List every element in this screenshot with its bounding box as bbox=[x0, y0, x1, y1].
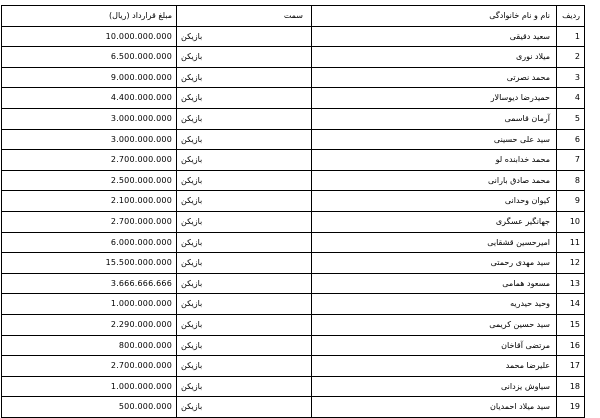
role-cell: بازیکن bbox=[177, 335, 312, 356]
role-cell: بازیکن bbox=[177, 26, 312, 47]
player-name-cell: سید میلاد احمدیان bbox=[312, 397, 557, 418]
player-name-cell: سید مهدی رحمتی bbox=[312, 253, 557, 274]
contract-amount-cell: 3.666.666.666 bbox=[2, 273, 177, 294]
player-name-cell: آرمان قاسمی bbox=[312, 108, 557, 129]
table-row bbox=[2, 232, 585, 253]
row-number-cell: 6 bbox=[557, 129, 585, 150]
contracts-table bbox=[1, 5, 585, 418]
contract-amount-cell: 2.700.000.000 bbox=[2, 356, 177, 377]
row-number-cell: 13 bbox=[557, 273, 585, 294]
player-name-cell: امیرحسین قشقایی bbox=[312, 232, 557, 253]
row-number-cell: 11 bbox=[557, 232, 585, 253]
contract-amount-cell: 1.000.000.000 bbox=[2, 376, 177, 397]
table-row bbox=[2, 253, 585, 274]
player-name-cell: محمد صادق بارانی bbox=[312, 170, 557, 191]
player-name-cell: میلاد نوری bbox=[312, 47, 557, 68]
table-row bbox=[2, 397, 585, 418]
role-cell: بازیکن bbox=[177, 232, 312, 253]
row-number-cell: 1 bbox=[557, 26, 585, 47]
table-row bbox=[2, 211, 585, 232]
player-name-cell: کیوان وحدانی bbox=[312, 191, 557, 212]
row-number-cell: 2 bbox=[557, 47, 585, 68]
table-row bbox=[2, 191, 585, 212]
table-row bbox=[2, 273, 585, 294]
header-name: نام و نام خانوادگی bbox=[312, 6, 557, 27]
table-row bbox=[2, 150, 585, 171]
role-cell: بازیکن bbox=[177, 88, 312, 109]
contract-amount-cell: 6.000.000.000 bbox=[2, 232, 177, 253]
contract-amount-cell: 3.000.000.000 bbox=[2, 108, 177, 129]
table-row bbox=[2, 129, 585, 150]
role-cell: بازیکن bbox=[177, 211, 312, 232]
contract-amount-cell: 500.000.000 bbox=[2, 397, 177, 418]
row-number-cell: 9 bbox=[557, 191, 585, 212]
table-row bbox=[2, 88, 585, 109]
player-name-cell: حمیدرضا دیوسالار bbox=[312, 88, 557, 109]
row-number-cell: 7 bbox=[557, 150, 585, 171]
header-amount: مبلغ قرارداد (ریال) bbox=[2, 6, 177, 27]
table-row bbox=[2, 376, 585, 397]
table-row bbox=[2, 47, 585, 68]
contract-amount-cell: 2.500.000.000 bbox=[2, 170, 177, 191]
contract-amount-cell: 2.700.000.000 bbox=[2, 150, 177, 171]
player-name-cell: علیرضا محمد bbox=[312, 356, 557, 377]
row-number-cell: 16 bbox=[557, 335, 585, 356]
player-name-cell: محمد نصرتی bbox=[312, 67, 557, 88]
role-cell: بازیکن bbox=[177, 108, 312, 129]
row-number-cell: 17 bbox=[557, 356, 585, 377]
contract-amount-cell: 4.400.000.000 bbox=[2, 88, 177, 109]
contract-amount-cell: 800.000.000 bbox=[2, 335, 177, 356]
player-name-cell: سعید دقیقی bbox=[312, 26, 557, 47]
role-cell: بازیکن bbox=[177, 129, 312, 150]
contract-amount-cell: 10.000.000.000 bbox=[2, 26, 177, 47]
row-number-cell: 5 bbox=[557, 108, 585, 129]
contract-amount-cell: 3.000.000.000 bbox=[2, 129, 177, 150]
player-name-cell: مسعود همامی bbox=[312, 273, 557, 294]
header-num: ردیف bbox=[557, 6, 585, 27]
player-name-cell: مرتضی آقاخان bbox=[312, 335, 557, 356]
row-number-cell: 12 bbox=[557, 253, 585, 274]
contract-amount-cell: 6.500.000.000 bbox=[2, 47, 177, 68]
role-cell: بازیکن bbox=[177, 294, 312, 315]
contract-amount-cell: 1.000.000.000 bbox=[2, 294, 177, 315]
player-name-cell: سیاوش یزدانی bbox=[312, 376, 557, 397]
table-row bbox=[2, 314, 585, 335]
contract-amount-cell: 2.290.000.000 bbox=[2, 314, 177, 335]
row-number-cell: 8 bbox=[557, 170, 585, 191]
table-header-row bbox=[2, 6, 585, 27]
contracts-table-body bbox=[2, 6, 585, 418]
table-row bbox=[2, 170, 585, 191]
contract-amount-cell: 2.700.000.000 bbox=[2, 211, 177, 232]
player-name-cell: محمد خدابنده لو bbox=[312, 150, 557, 171]
row-number-cell: 3 bbox=[557, 67, 585, 88]
contract-amount-cell: 9.000.000.000 bbox=[2, 67, 177, 88]
contract-amount-cell: 15.500.000.000 bbox=[2, 253, 177, 274]
table-row bbox=[2, 67, 585, 88]
player-name-cell: وحید حیدریه bbox=[312, 294, 557, 315]
role-cell: بازیکن bbox=[177, 191, 312, 212]
row-number-cell: 10 bbox=[557, 211, 585, 232]
role-cell: بازیکن bbox=[177, 47, 312, 68]
player-name-cell: جهانگیر عسگری bbox=[312, 211, 557, 232]
role-cell: بازیکن bbox=[177, 356, 312, 377]
row-number-cell: 4 bbox=[557, 88, 585, 109]
table-row bbox=[2, 356, 585, 377]
table-row bbox=[2, 294, 585, 315]
header-role: سمت bbox=[177, 6, 312, 27]
role-cell: بازیکن bbox=[177, 170, 312, 191]
table-row bbox=[2, 335, 585, 356]
role-cell: بازیکن bbox=[177, 150, 312, 171]
role-cell: بازیکن bbox=[177, 376, 312, 397]
player-name-cell: سید علی حسینی bbox=[312, 129, 557, 150]
role-cell: بازیکن bbox=[177, 314, 312, 335]
role-cell: بازیکن bbox=[177, 273, 312, 294]
table-row bbox=[2, 108, 585, 129]
table-row bbox=[2, 26, 585, 47]
row-number-cell: 15 bbox=[557, 314, 585, 335]
contract-amount-cell: 2.100.000.000 bbox=[2, 191, 177, 212]
row-number-cell: 19 bbox=[557, 397, 585, 418]
row-number-cell: 18 bbox=[557, 376, 585, 397]
role-cell: بازیکن bbox=[177, 397, 312, 418]
row-number-cell: 14 bbox=[557, 294, 585, 315]
role-cell: بازیکن bbox=[177, 253, 312, 274]
role-cell: بازیکن bbox=[177, 67, 312, 88]
player-name-cell: سید حسین کریمی bbox=[312, 314, 557, 335]
